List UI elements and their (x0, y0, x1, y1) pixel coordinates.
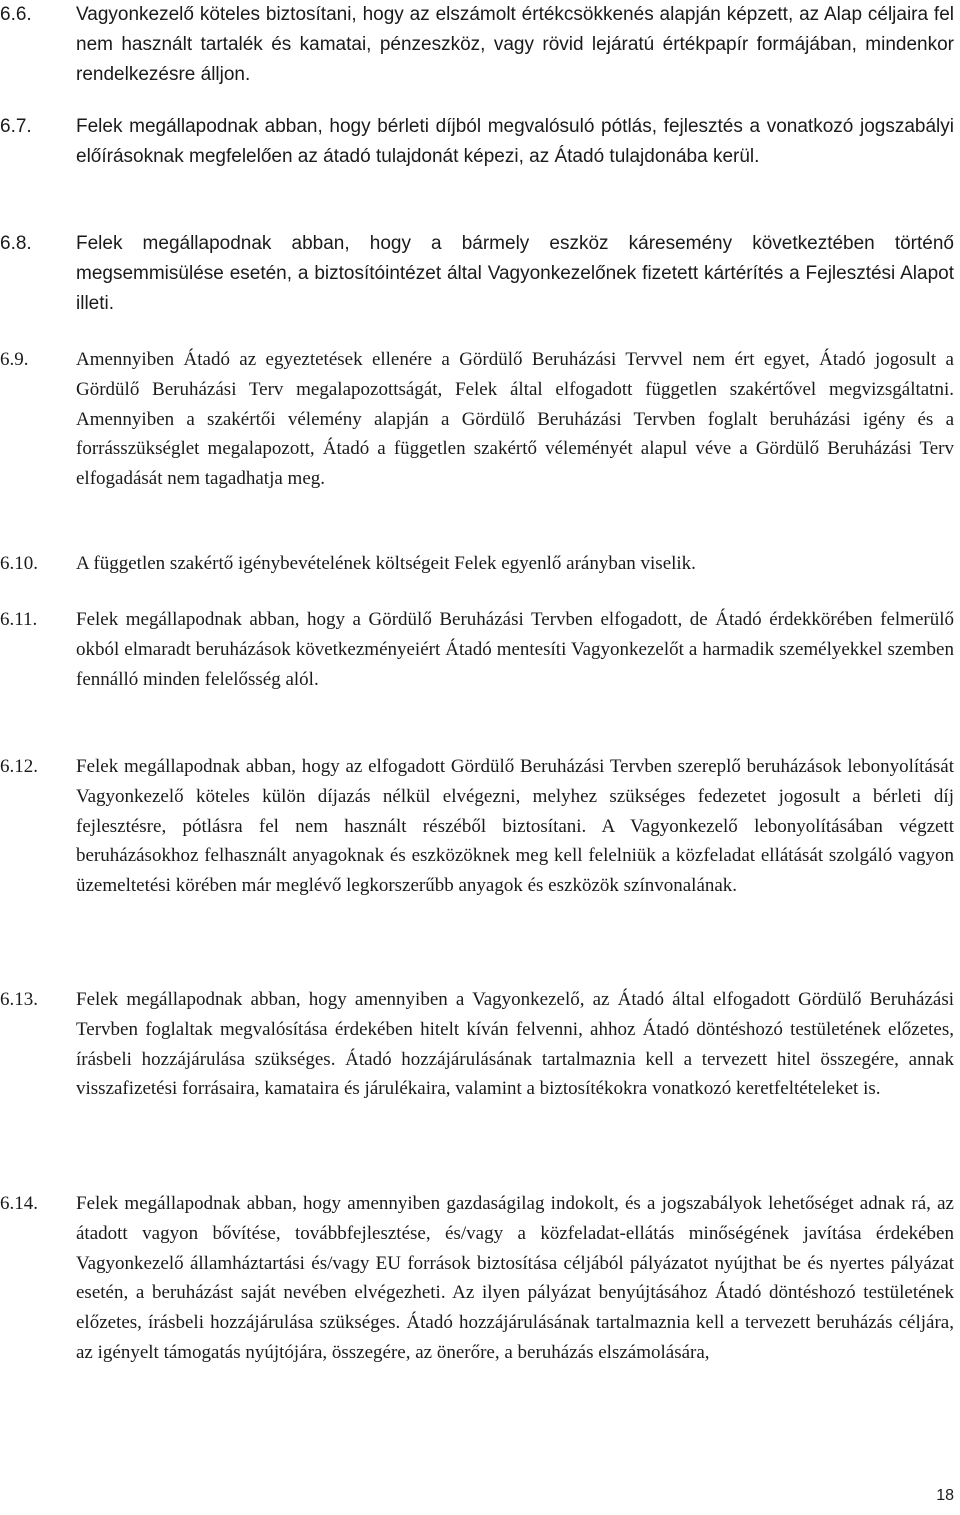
clause-6-10 (0, 549, 960, 579)
clause-text: Felek megállapodnak abban, hogy bérleti díjból megvalósuló pótlás, fejlesztés a vonatkozó jogszabályi előírásoknak megfelelően az átadó tulajdonát képezi, az Átadó tulajdonába kerül. (76, 116, 954, 167)
clause-number: 6.7. (0, 116, 32, 137)
clause-6-14 (0, 1189, 960, 1368)
clause-text: Felek megállapodnak abban, hogy amennyiben a Vagyonkezelő, az Átadó által elfogadott Gördülő Beruházási Tervben foglaltak megvalósítása érdekében hitelt kíván felvenni, ahhoz Átadó döntéshozó testületének előzetes, írásbeli hozzájárulása szükséges. Átadó hozzájárulásának tartalmaznia kell a tervezett hitel összegére, annak visszafizetési forrásaira, kamataira és járulékaira, valamint a biztosítékokra vonatkozó keretfeltételeket is. (76, 989, 954, 1100)
clause-6-12 (0, 752, 960, 901)
clause-text: Felek megállapodnak abban, hogy amennyiben gazdaságilag indokolt, és a jogszabályok lehetőséget adnak rá, az átadott vagyon bővítése, továbbfejlesztése, és/vagy a közfeladat-ellátás minőségének javítása érdekében Vagyonkezelő államháztartási és/vagy EU források biztosítása céljából pályázatot nyújthat be és nyertes pályázat esetén, a beruházást saját nevében elvégezheti. Az ilyen pályázat benyújtásához Átadó döntéshozó testületének előzetes, írásbeli hozzájárulása szükséges. Átadó hozzájárulásának tartalmaznia kell a tervezett beruházás céljára, az igényelt támogatás nyújtójára, összegére, az önerőre, a beruházás elszámolására, (76, 1193, 954, 1363)
clause-text: A független szakértő igénybevételének költségeit Felek egyenlő arányban viselik. (76, 553, 696, 574)
clause-number: 6.10. (0, 553, 38, 574)
clause-6-8 (0, 229, 960, 318)
clause-text: Amennyiben Átadó az egyeztetések ellenére a Gördülő Beruházási Tervvel nem ért egyet, Átadó jogosult a Gördülő Beruházási Terv megalapozottságát, Felek által elfogadott független szakértővel megvizsgáltatni. Amennyiben a szakértői vélemény alapján a Gördülő Beruházási Tervben foglalt beruházási igény és a forrásszükséglet megalapozott, Átadó a független szakértő véleményét alapul véve a Gördülő Beruházási Terv elfogadását nem tagadhatja meg. (76, 349, 954, 490)
clause-6-9 (0, 345, 960, 494)
page-number: 18 (936, 1487, 954, 1504)
clause-number: 6.11. (0, 609, 38, 630)
clause-text: Felek megállapodnak abban, hogy a bármely eszköz káresemény következtében történő megsemmisülése esetén, a biztosítóintézet által Vagyonkezelőnek fizetett kártérítés a Fejlesztési Alapot illeti. (76, 233, 954, 314)
clause-number: 6.9. (0, 349, 29, 370)
clause-number: 6.13. (0, 989, 38, 1010)
clause-number: 6.6. (0, 4, 32, 25)
clause-6-6 (0, 0, 960, 89)
clause-text: Vagyonkezelő köteles biztosítani, hogy az elszámolt értékcsökkenés alapján képzett, az Alap céljaira fel nem használt tartalék és kamatai, pénzeszköz, vagy rövid lejáratú értékpapír formájában, mindenkor rendelkezésre álljon. (76, 4, 954, 85)
clause-number: 6.12. (0, 756, 38, 777)
clause-6-13 (0, 985, 960, 1104)
clause-text: Felek megállapodnak abban, hogy a Gördülő Beruházási Tervben elfogadott, de Átadó érdekkörében felmerülő okból elmaradt beruházások következményeiért Átadó mentesíti Vagyonkezelőt a harmadik személyekkel szemben fennálló minden felelősség alól. (76, 609, 954, 690)
clause-6-7 (0, 112, 960, 172)
clause-text: Felek megállapodnak abban, hogy az elfogadott Gördülő Beruházási Tervben szereplő beruházások lebonyolítását Vagyonkezelő köteles külön díjazás nélkül elvégezni, melyhez szükséges fedezetet jogosult a bérleti díj fejlesztésre, pótlásra fel nem használt részéből biztosítani. A Vagyonkezelő lebonyolításában végzett beruházásokhoz felhasznált anyagoknak és eszközöknek meg kell felelniük a közfeladat ellátását szolgáló vagyon üzemeltetési körében már meglévő legkorszerűbb anyagok és eszközök színvonalának. (76, 756, 954, 897)
clause-6-11 (0, 605, 960, 694)
clause-number: 6.8. (0, 233, 32, 254)
clause-number: 6.14. (0, 1193, 38, 1214)
